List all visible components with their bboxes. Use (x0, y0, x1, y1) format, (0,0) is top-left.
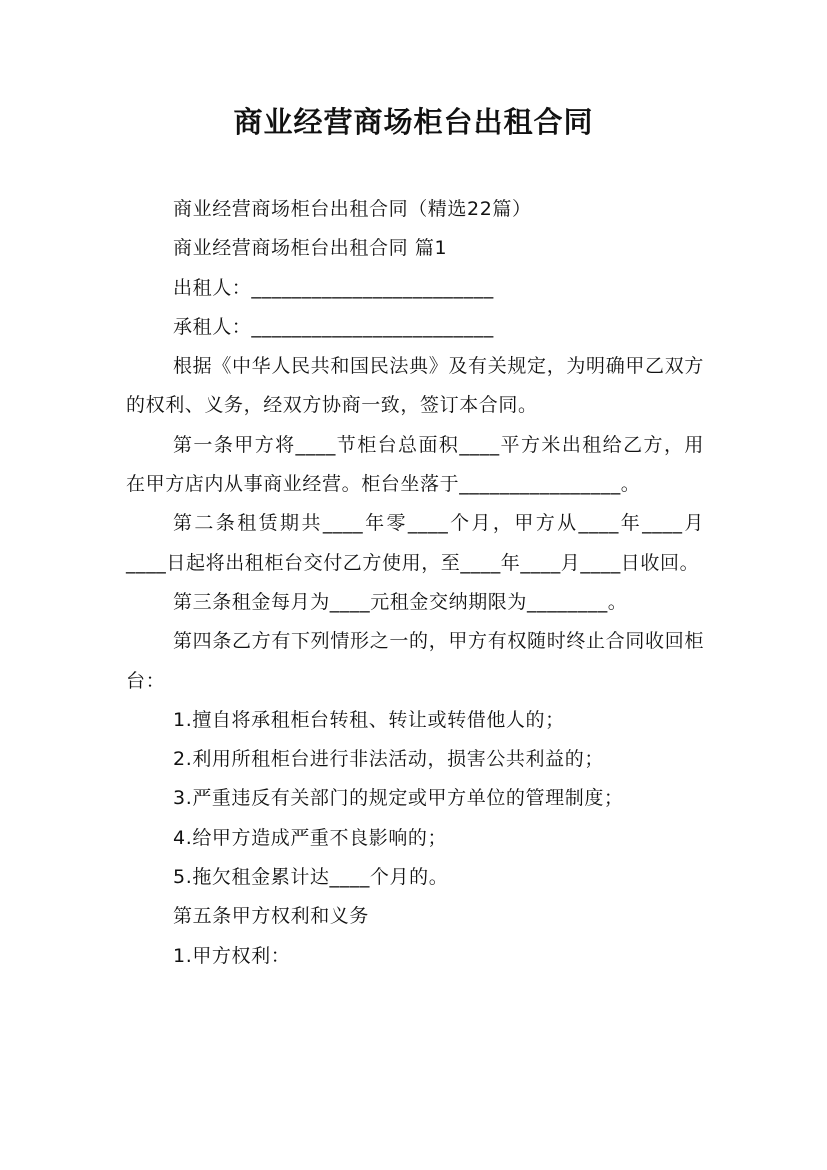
paragraph-article-1: 第一条甲方将____节柜台总面积____平方米出租给乙方，用在甲方店内从事商业经营。柜台坐落于________________。 (126, 433, 704, 496)
document-title: 商业经营商场柜台出租合同 (233, 105, 594, 139)
paragraph-article-5: 第五条甲方权利和义务 (173, 905, 370, 928)
document-body (126, 190, 704, 976)
paragraph-article-3: 第三条租金每月为____元租金交纳期限为________。 (173, 590, 628, 613)
paragraph-section-heading: 商业经营商场柜台出租合同 篇1 (173, 237, 448, 260)
paragraph-article-2: 第二条租赁期共____年零____个月，甲方从____年____月____日起将出租柜台交付乙方使用，至____年____月____日收回。 (126, 512, 704, 574)
list-item-1: 1.擅自将承租柜台转租、转让或转借他人的； (173, 708, 565, 731)
paragraph-subtitle: 商业经营商场柜台出租合同（精选22篇） (173, 198, 532, 220)
paragraph-lessor: 出租人：________________________ (173, 276, 494, 299)
list-item-2: 2.利用所租柜台进行非法活动，损害公共利益的； (173, 748, 604, 771)
paragraph-preamble: 根据《中华人民共和国民法典》及有关规定，为明确甲乙双方的权利、义务，经双方协商一致，签订本合同。 (126, 355, 704, 417)
paragraph-article-4: 第四条乙方有下列情形之一的，甲方有权随时终止合同收回柜台： (126, 630, 704, 692)
paragraph-lessee: 承租人：________________________ (173, 315, 494, 338)
list-item-lessor-rights: 1.甲方权利： (173, 944, 291, 967)
list-item-3: 3.严重违反有关部门的规定或甲方单位的管理制度； (173, 787, 624, 810)
list-item-5: 5.拖欠租金累计达____个月的。 (173, 866, 449, 889)
list-item-4: 4.给甲方造成严重不良影响的； (173, 826, 448, 849)
